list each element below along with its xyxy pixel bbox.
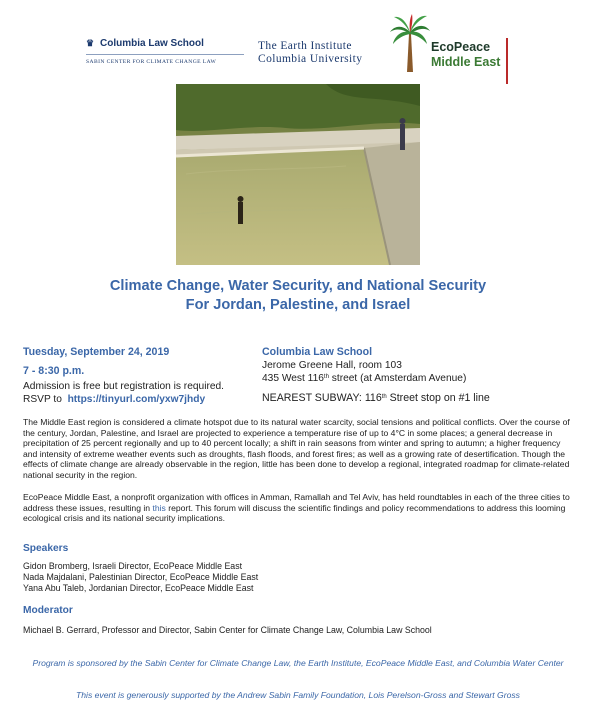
event-date: Tuesday, September 24, 2019 <box>23 346 170 358</box>
nearest-subway: NEAREST SUBWAY: 116th Street stop on #1 line <box>262 392 490 404</box>
venue-details <box>262 346 572 405</box>
logo-header <box>0 0 596 80</box>
ecopeace-accent-bar <box>506 38 508 84</box>
event-title <box>30 277 566 315</box>
speakers-heading: Speakers <box>23 543 69 554</box>
crown-icon: ♛ <box>86 38 95 48</box>
venue-address: 435 West 116th street (at Amsterdam Avenue) <box>262 373 467 384</box>
description-paragraph-1: The Middle East region is considered a climate hotspot due to its natural water scarcity, social tensions and political conflicts. Over the course of the century, Jordan, Palestine, and Israel are projected to experience a temperature rise of up to 4°C in some places; a general decrease in precipitation of 25 percent regionally and up to 40 percent locally; a shift in rain seasons from winter and spring to autumn; a higher frequency and intensity of extreme weather events such as droughts, flash floods, and forest fires; as well as a growing rate of desertification. Though the effects of climate change are already observable in the region, little has been done to develop a regional, integrated roadmap for climate-related national security in the region. <box>23 417 570 480</box>
rsvp-line <box>23 393 263 406</box>
logo-divider <box>86 54 244 55</box>
sponsor-note: Program is sponsored by the Sabin Center for Climate Change Law, the Earth Institute, EcoPeace Middle East, and Columbia Water Center <box>32 658 564 668</box>
venue-name: Columbia Law School <box>262 346 373 358</box>
title-line2: For Jordan, Palestine, and Israel <box>185 297 411 313</box>
event-time: 7 - 8:30 p.m. <box>23 365 85 377</box>
title-line1: Climate Change, Water Security, and National Security <box>109 278 487 294</box>
speakers-list <box>23 561 258 594</box>
list-item: Gidon Bromberg, Israeli Director, EcoPeace Middle East <box>23 561 243 571</box>
earth-institute-line1: The Earth Institute <box>258 40 352 52</box>
rsvp-link[interactable]: https://tinyurl.com/yxw7jhdy <box>67 394 206 405</box>
reservoir-photo <box>176 84 420 265</box>
sabin-center-name: SABIN CENTER FOR CLIMATE CHANGE LAW <box>86 59 217 65</box>
event-details <box>23 346 263 406</box>
list-item: Nada Majdalani, Palestinian Director, EcoPeace Middle East <box>23 572 259 582</box>
ecopeace-line2: Middle East <box>431 55 501 69</box>
columbia-law-name: Columbia Law School <box>100 38 204 49</box>
columbia-law-logo <box>86 38 246 65</box>
description-paragraph-2: EcoPeace Middle East, a nonprofit organization with offices in Amman, Ramallah and Tel Aviv, has held roundtables in each of the three cities to address these issues, resulting in this report. This forum will discuss the scientific findings and policy recommendations to address this looming ecological crisis and its national security implications. <box>23 492 570 524</box>
list-item: Yana Abu Taleb, Jordanian Director, EcoPeace Middle East <box>23 583 254 593</box>
earth-institute-logo <box>258 40 388 66</box>
palm-tree-icon <box>390 14 430 72</box>
earth-institute-line2: Columbia University <box>258 53 363 65</box>
ecopeace-line1: EcoPeace <box>431 40 491 54</box>
report-link[interactable]: this <box>152 502 166 513</box>
moderator-name: Michael B. Gerrard, Professor and Director, Sabin Center for Climate Change Law, Columbia Law School <box>23 625 432 635</box>
venue-room: Jerome Greene Hall, room 103 <box>262 360 402 371</box>
admission-note: Admission is free but registration is required. <box>23 381 225 392</box>
rsvp-label: RSVP to <box>23 394 62 405</box>
ecopeace-logo <box>390 14 508 72</box>
support-note: This event is generously supported by the Andrew Sabin Family Foundation, Lois Perelson-Gross and Stewart Gross <box>76 690 520 700</box>
moderator-heading: Moderator <box>23 605 73 616</box>
